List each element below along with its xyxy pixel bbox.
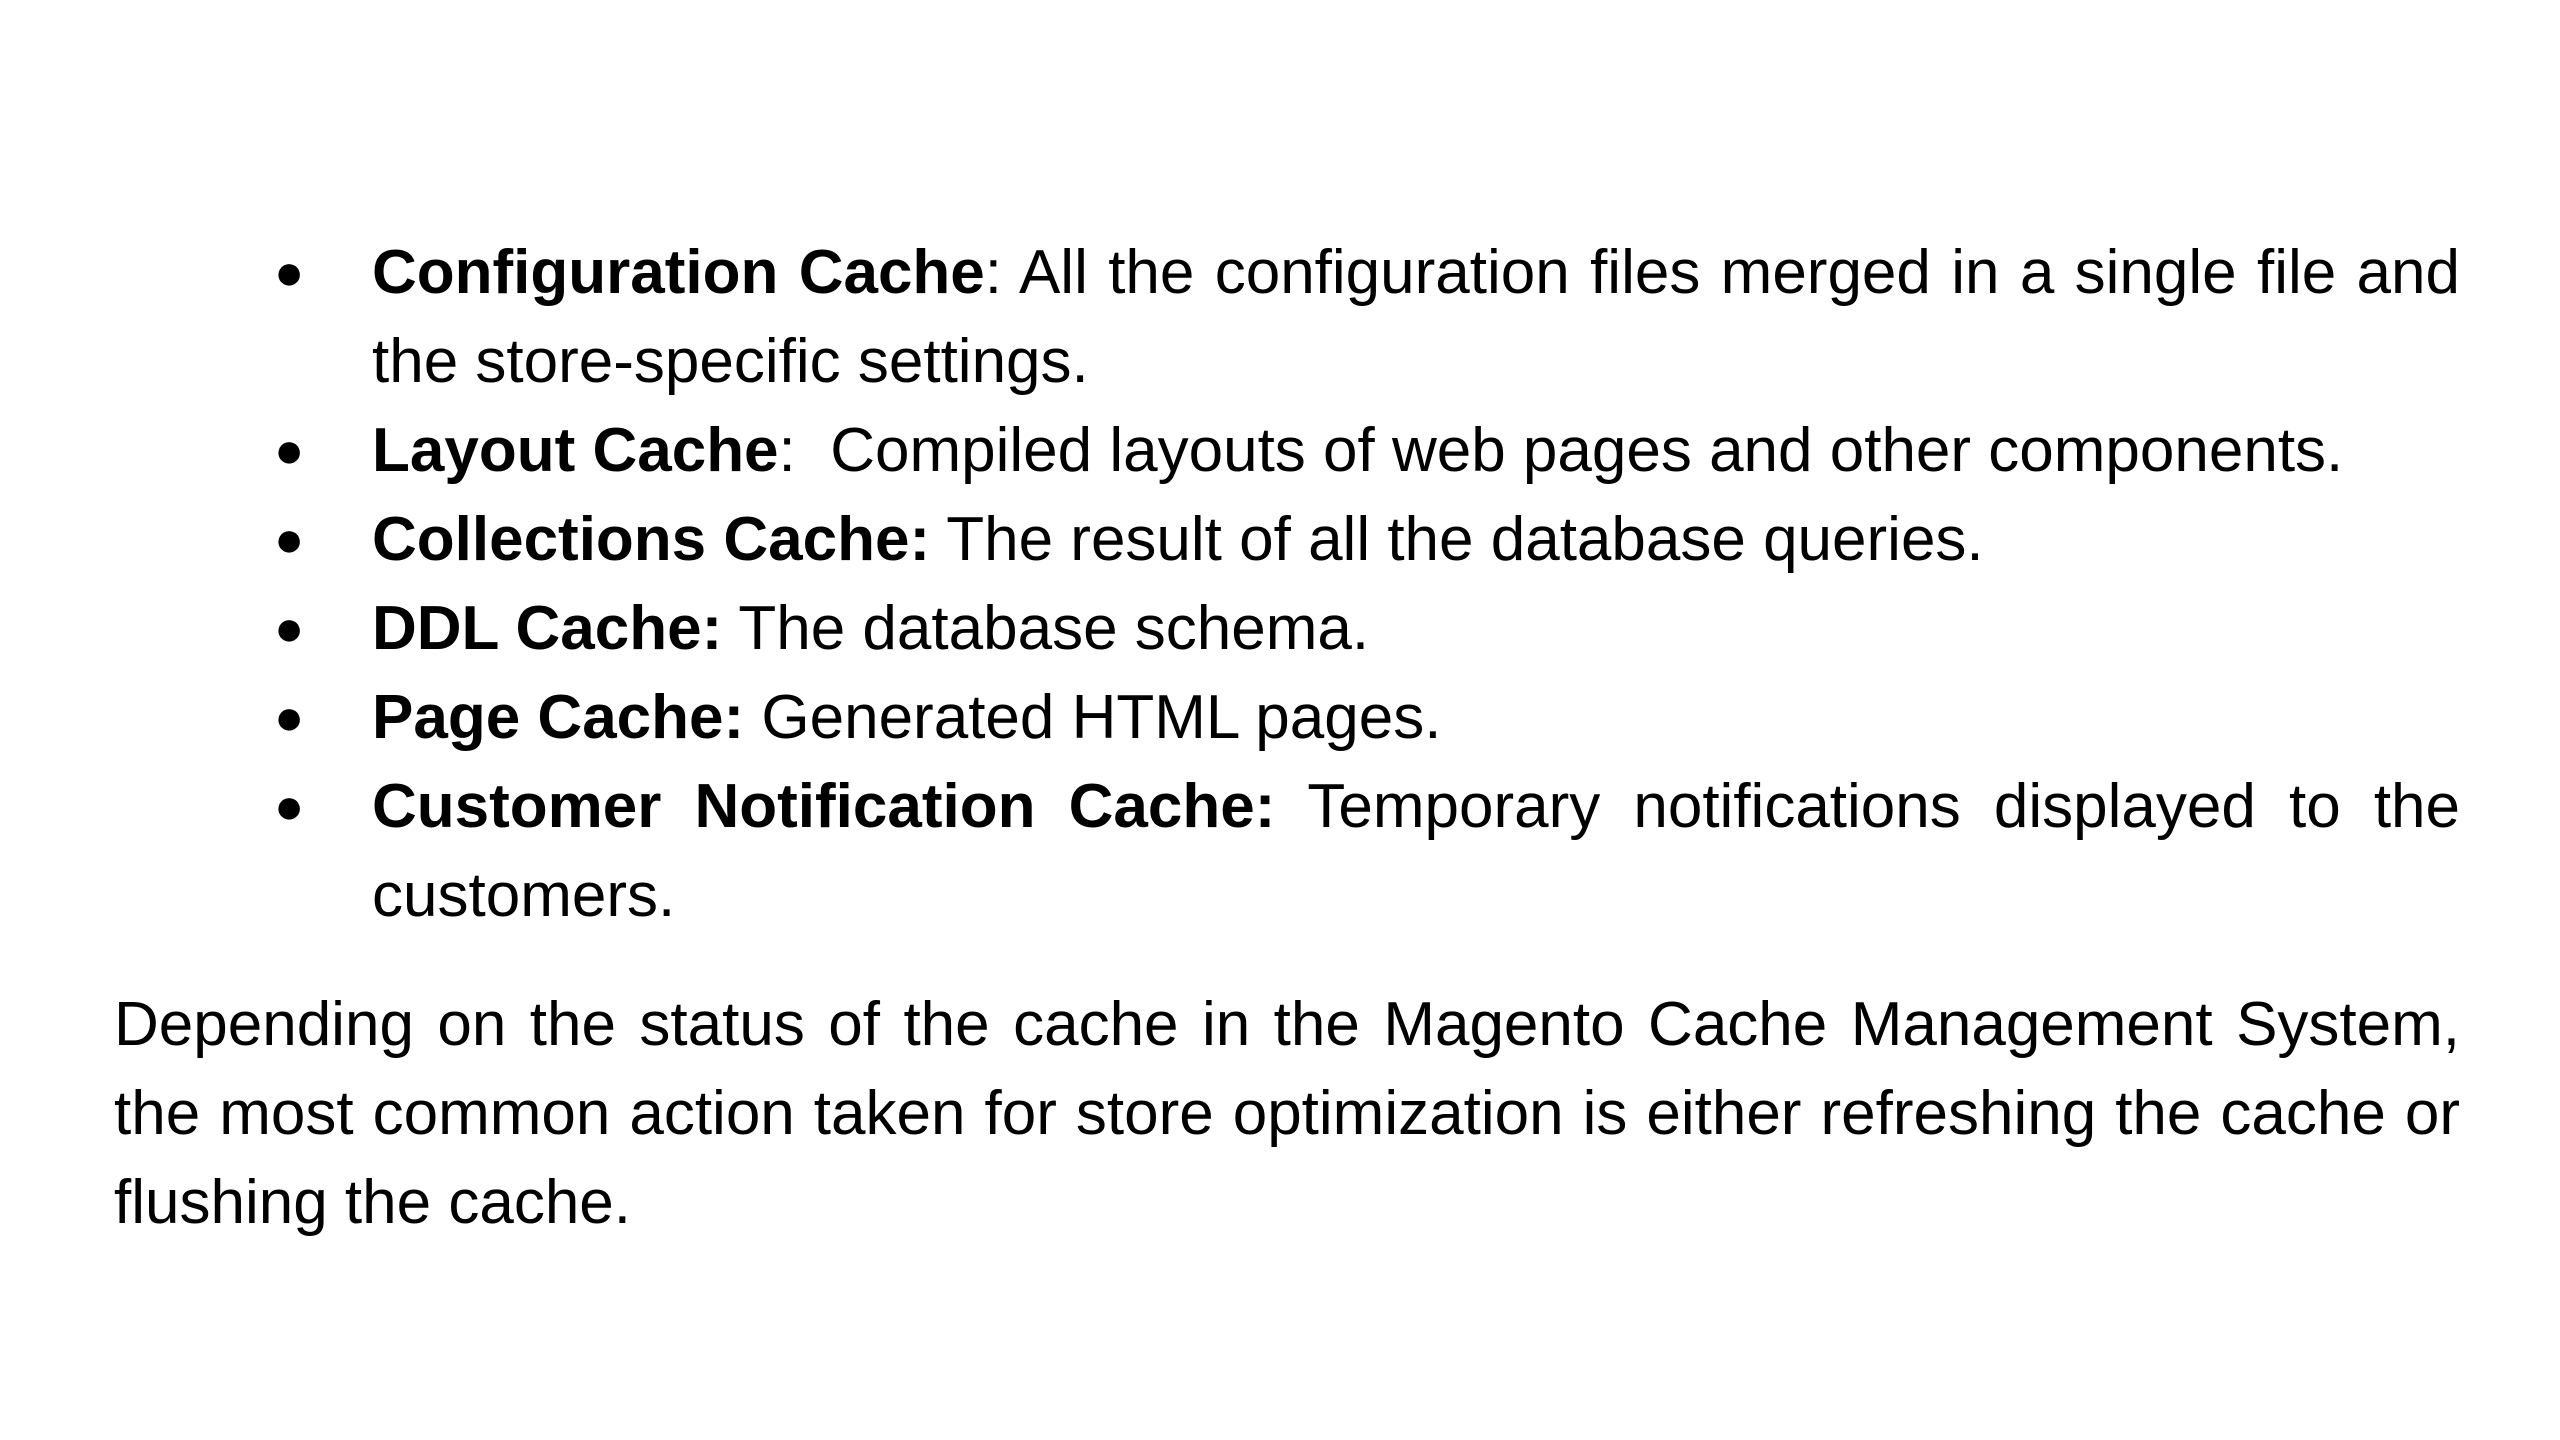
- cache-term: DDL Cache:: [372, 594, 723, 663]
- list-item: [274, 495, 2460, 584]
- cache-description: Temporary notifications displayed to the customers.: [372, 772, 2461, 930]
- cache-term: Configuration Cache: [372, 238, 985, 307]
- cache-term: Layout Cache: [372, 416, 779, 485]
- list-item: [274, 228, 2461, 406]
- bullet-icon: ●: [274, 778, 305, 834]
- cache-description: All the configuration files merged in a single file and the store-specific settings.: [372, 238, 2461, 396]
- bullet-icon: ●: [274, 511, 305, 567]
- cache-description: Generated HTML pages.: [761, 683, 1442, 752]
- summary-paragraph: Depending on the status of the cache in the Magento Cache Management System, the most common action taken for store optimization is either refreshing the cache or flushing the cache.: [114, 990, 2460, 1237]
- list-item: [274, 584, 2460, 673]
- bullet-icon: ●: [274, 244, 305, 300]
- term-separator: [930, 505, 946, 574]
- term-separator: [1275, 772, 1307, 841]
- term-separator: [744, 683, 761, 752]
- cache-term: Customer Notification Cache:: [372, 772, 1276, 841]
- term-separator: :: [778, 416, 831, 485]
- list-item: [274, 406, 2460, 495]
- cache-description: Compiled layouts of web pages and other components.: [830, 416, 2344, 485]
- term-separator: :: [984, 238, 1019, 307]
- bullet-icon: ●: [274, 689, 305, 745]
- cache-type-list: [114, 228, 2460, 940]
- bullet-icon: ●: [274, 600, 305, 656]
- cache-term: Page Cache:: [372, 683, 745, 752]
- list-item: [274, 762, 2461, 940]
- bullet-icon: ●: [274, 422, 305, 478]
- term-separator: [722, 594, 738, 663]
- cache-description: The result of all the database queries.: [946, 505, 1984, 574]
- list-item: [274, 673, 2460, 762]
- cache-term: Collections Cache:: [372, 505, 931, 574]
- cache-description: The database schema.: [738, 594, 1370, 663]
